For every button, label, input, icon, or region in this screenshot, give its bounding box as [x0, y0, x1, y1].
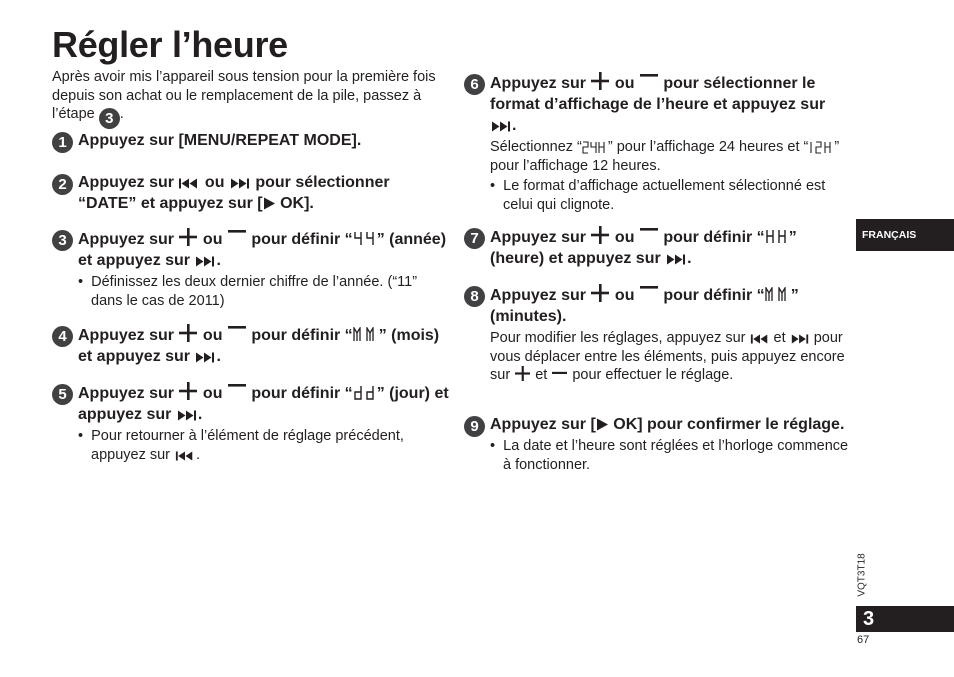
step-number: 4 — [52, 326, 73, 347]
intro-text: Après avoir mis l’appareil sous tension pour la première fois depuis son achat ou le remplacement de la pile, passez à l’étape — [52, 69, 436, 122]
lcd-mm-icon — [353, 327, 379, 343]
plus-icon — [178, 324, 198, 342]
step-ref-badge: 3 — [99, 108, 120, 129]
plus-icon — [178, 382, 198, 400]
step-number: 6 — [464, 74, 485, 95]
step-heading: Appuyez sur ou pour définir “ ” (année) et appuyez sur . — [78, 228, 452, 271]
minus-icon — [227, 228, 247, 246]
skip-back-icon — [178, 178, 200, 189]
skip-back-icon — [750, 334, 770, 344]
step-heading: Appuyez sur [MENU/REPEAT MODE]. — [78, 132, 362, 149]
plus-icon — [590, 284, 610, 302]
play-icon — [263, 197, 276, 210]
language-tab: FRANÇAIS — [856, 219, 954, 251]
step-number: 9 — [464, 416, 485, 437]
step-heading: Appuyez sur [ OK] pour confirmer le réglage. — [490, 416, 845, 433]
section-tab: 3 — [856, 606, 954, 632]
plus-icon — [590, 72, 610, 90]
minus-icon — [227, 324, 247, 342]
step-number: 8 — [464, 286, 485, 307]
step-number: 2 — [52, 174, 73, 195]
skip-forward-icon — [229, 178, 251, 189]
lcd-hh-icon — [765, 229, 789, 245]
lcd-12h-icon — [808, 141, 834, 154]
model-code: VQT3T18 — [856, 553, 868, 597]
minus-icon — [639, 72, 659, 90]
minus-icon — [551, 366, 568, 381]
step-note: • Le format d’affichage actuellement sélectionné est celui qui clignote. — [490, 178, 826, 213]
skip-forward-icon — [194, 352, 216, 363]
step-9 — [464, 414, 849, 474]
step-number: 3 — [52, 230, 73, 251]
step-note: • Pour retourner à l’élément de réglage précédent, appuyez sur . — [78, 428, 404, 463]
minus-icon — [639, 284, 659, 302]
minus-icon — [639, 226, 659, 244]
step-6 — [464, 72, 849, 214]
step-7 — [464, 226, 849, 269]
step-heading: Appuyez sur ou pour définir “ ” (minutes). — [490, 284, 849, 327]
minus-icon — [227, 382, 247, 400]
skip-forward-icon — [194, 256, 216, 267]
skip-forward-icon — [665, 254, 687, 265]
step-description: Pour modifier les réglages, appuyez sur et pour vous déplacer entre les éléments, puis appuyez encore sur et pour effectuer le réglage. — [490, 330, 845, 383]
plus-icon — [514, 366, 531, 381]
page-title: Régler l’heure — [52, 24, 288, 65]
step-1 — [52, 130, 442, 151]
play-icon — [596, 418, 609, 431]
page-number: 67 — [857, 634, 870, 646]
skip-forward-icon — [790, 334, 810, 344]
step-5 — [52, 382, 452, 464]
step-heading: Appuyez sur ou pour sélectionner “DATE” et appuyez sur [ OK]. — [78, 174, 390, 212]
step-number: 1 — [52, 132, 73, 153]
step-number: 5 — [52, 384, 73, 405]
skip-back-icon — [174, 451, 196, 461]
step-heading: Appuyez sur ou pour définir “ ” (jour) et appuyez sur . — [78, 382, 452, 425]
skip-forward-icon — [490, 121, 512, 132]
plus-icon — [178, 228, 198, 246]
step-description: Sélectionnez “ ” pour l’affichage 24 heures et “ ” pour l’affichage 12 heures. — [490, 139, 840, 174]
step-2 — [52, 172, 452, 214]
step-note: • Définissez les deux dernier chiffre de l’année. (“11” dans le cas de 2011) — [78, 274, 418, 309]
intro-paragraph: Après avoir mis l’appareil sous tension pour la première fois depuis son achat ou le remplacement de la pile, passez à l’étape 3 . — [52, 69, 436, 127]
lcd-24h-icon — [582, 141, 608, 154]
step-3 — [52, 228, 452, 310]
step-heading: Appuyez sur ou pour sélectionner le format d’affichage de l’heure et appuyez sur . — [490, 72, 849, 136]
step-4 — [52, 324, 452, 367]
step-number: 7 — [464, 228, 485, 249]
lcd-yy-icon — [353, 231, 377, 247]
lcd-dd-icon — [353, 385, 377, 401]
skip-forward-icon — [176, 410, 198, 421]
plus-icon — [590, 226, 610, 244]
lcd-mm-icon — [765, 287, 791, 303]
step-note: • La date et l’heure sont réglées et l’horloge commence à fonctionner. — [490, 438, 849, 473]
step-8 — [464, 284, 849, 385]
step-heading: Appuyez sur ou pour définir “ ” (heure) et appuyez sur . — [490, 226, 849, 269]
step-heading: Appuyez sur ou pour définir “ ” (mois) et appuyez sur . — [78, 324, 452, 367]
